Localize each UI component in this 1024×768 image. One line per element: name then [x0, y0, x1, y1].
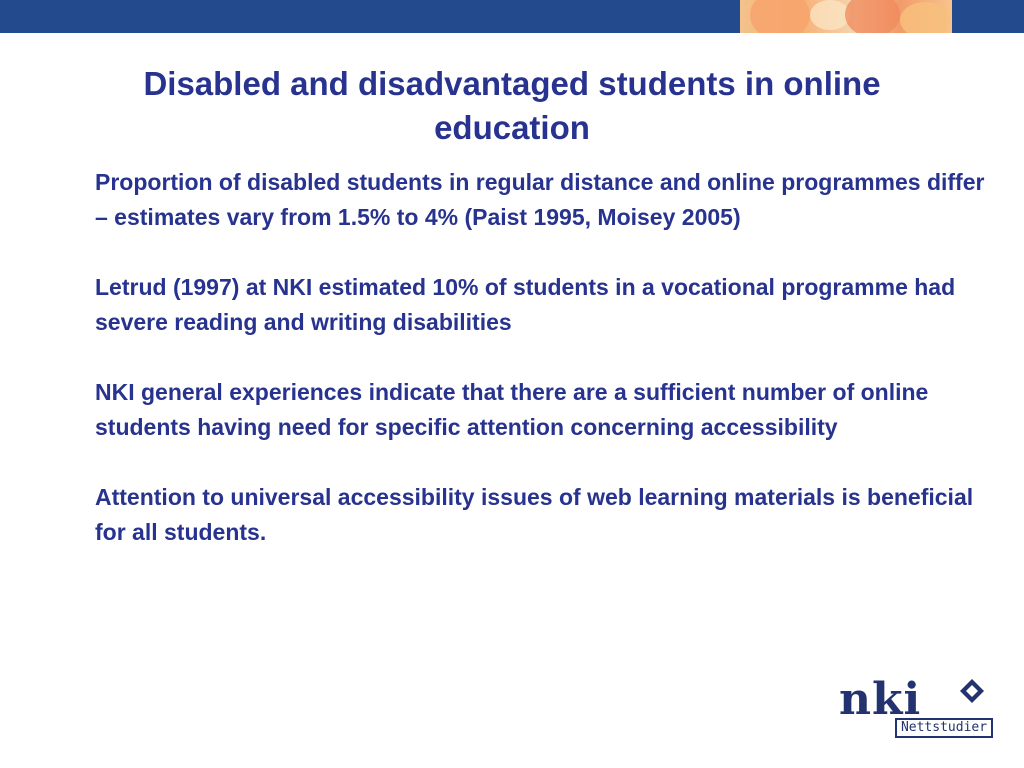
paragraph-nki-experiences: NKI general experiences indicate that there are a sufficient number of online students having need for specific attention concerning accessibility [95, 379, 929, 440]
slide-body [95, 165, 995, 585]
diamond-icon [959, 678, 985, 704]
paragraph-letrud-estimate: Letrud (1997) at NKI estimated 10% of students in a vocational programme had severe reading and writing disabilities [95, 274, 956, 335]
slide-title: Disabled and disadvantaged students in online education [143, 65, 881, 146]
logo-subtitle: Nettstudier [895, 718, 993, 738]
header-photo [740, 0, 952, 33]
logo-wordmark: nki [839, 674, 922, 725]
paragraph-disabled-proportion: Proportion of disabled students in regular distance and online programmes differ – estimates vary from 1.5% to 4% (Paist 1995, Moisey 2005) [95, 169, 985, 230]
paragraph-universal-accessibility: Attention to universal accessibility issues of web learning materials is beneficial for all students. [95, 484, 974, 545]
nki-logo [833, 672, 1005, 752]
